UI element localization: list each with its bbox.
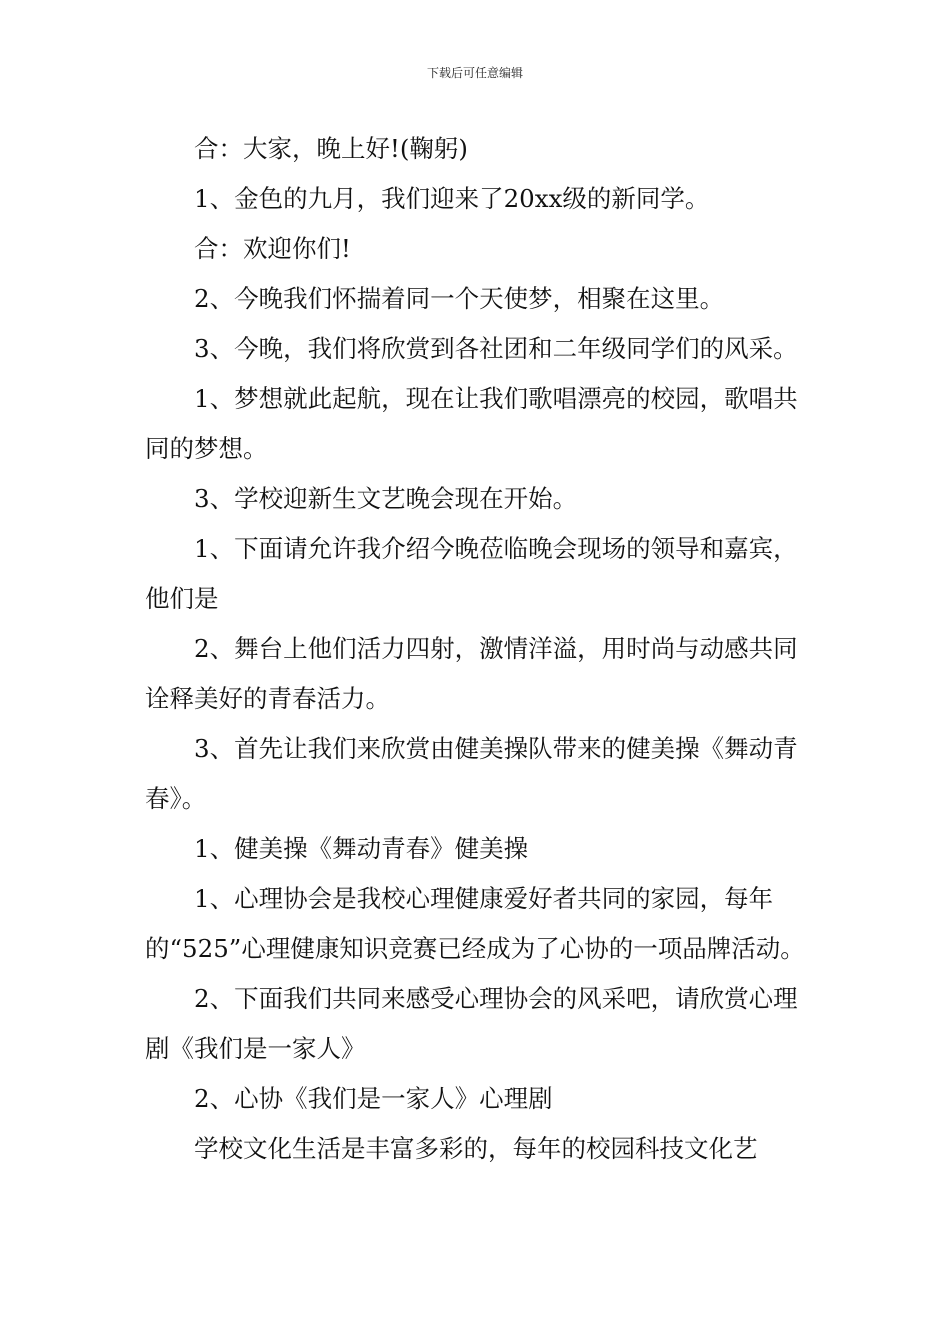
paragraph: 2、舞台上他们活力四射，激情洋溢，用时尚与动感共同诠释美好的青春活力。 [145,634,798,713]
paragraph: 3、首先让我们来欣赏由健美操队带来的健美操《舞动青春》。 [145,734,798,813]
paragraph: 3、今晚，我们将欣赏到各社团和二年级同学们的风采。 [194,334,798,363]
paragraph: 2、心协《我们是一家人》心理剧 [194,1084,553,1113]
paragraph: 1、下面请允许我介绍今晚莅临晚会现场的领导和嘉宾，他们是 [145,534,798,613]
paragraph: 2、下面我们共同来感受心理协会的风采吧，请欣赏心理剧《我们是一家人》 [145,984,798,1063]
paragraph: 学校文化生活是丰富多彩的，每年的校园科技文化艺 [194,1134,758,1163]
paragraph: 1、梦想就此起航，现在让我们歌唱漂亮的校园，歌唱共同的梦想。 [145,384,798,463]
paragraph: 2、今晚我们怀揣着同一个天使梦，相聚在这里。 [194,284,725,313]
paragraph: 1、健美操《舞动青春》健美操 [194,834,529,863]
paragraph: 1、心理协会是我校心理健康爱好者共同的家园，每年的“525”心理健康知识竞赛已经成为了心协的一项品牌活动。 [145,884,805,963]
paragraph: 合：欢迎你们! [194,234,351,263]
paragraph: 合：大家，晚上好!(鞠躬) [194,134,468,163]
document-body [145,124,810,1174]
page-header-note: 下载后可任意编辑 [426,66,523,80]
paragraph: 3、学校迎新生文艺晚会现在开始。 [194,484,578,513]
paragraph: 1、金色的九月，我们迎来了20xx级的新同学。 [194,184,710,213]
